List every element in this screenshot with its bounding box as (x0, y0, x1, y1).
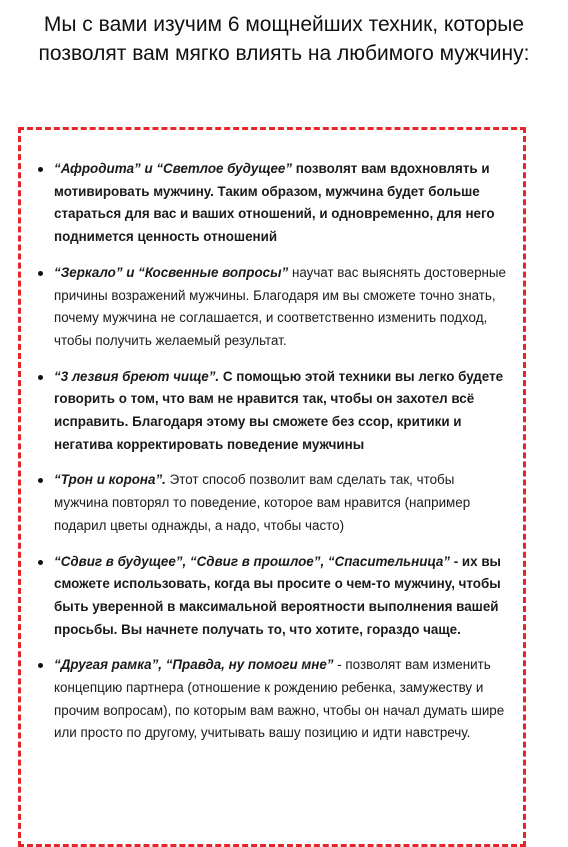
technique-item-other-frame (32, 654, 512, 745)
page-heading: Мы с вами изучим 6 мощнейших техник, которые позволят вам мягко влиять на любимого мужчину: (38, 13, 530, 65)
bullet-icon (38, 663, 43, 668)
technique-item-throne-and-crown (32, 469, 512, 537)
technique-name: “Зеркало” и “Косвенные вопросы” (54, 264, 289, 280)
technique-name: “3 лезвия бреют чище”. (54, 368, 220, 384)
technique-name: “Афродита” и “Светлое будущее” (54, 161, 293, 176)
technique-item-three-blades (32, 366, 512, 457)
bullet-icon (38, 478, 43, 483)
technique-description: научат вас выяснять достоверные причины возражений мужчины. Благодаря им вы сможете точно знать, почему мужчина не соглашается, и соответственно изменить подход, чтобы получить желаемый результат. (54, 264, 507, 348)
bullet-icon (38, 375, 43, 380)
technique-name: “Другая рамка”, “Правда, ну помоги мне” (54, 657, 334, 673)
bullet-icon (38, 271, 43, 276)
technique-list (32, 158, 512, 758)
technique-description: - позволят вам изменить концепцию партнера (отношение к рождению ребенка, замужеству и прочим вопросам), по которым вам важно, чтобы он начал думать шире или просто по другому, учитывать вашу позицию и идти навстречу. (54, 657, 505, 741)
technique-description: - их вы сможете использовать, когда вы просите о чем-то мужчину, чтобы быть уверенной в максимальной вероятности выполнения вашей просьбы. Вы начнете получать то, что хотите, гораздо чаще. (54, 553, 501, 637)
technique-item-mirror (32, 262, 512, 353)
bullet-icon (38, 167, 43, 172)
technique-item-time-shift (32, 551, 512, 642)
technique-description: Этот способ позволит вам сделать так, чтобы мужчина повторял то поведение, которое вам нравится (например подарил цветы однажды, а надо, чтобы часто) (54, 472, 471, 533)
technique-name: “Сдвиг в будущее”, “Сдвиг в прошлое”, “Спасительница” (54, 553, 451, 569)
bullet-icon (38, 560, 43, 565)
technique-description: С помощью этой техники вы легко будете говорить о том, что вам не нравится так, чтобы он захотел всё исправить. Благодаря этому вы сможете без ссор, критики и негатива корректировать поведение мужчины (54, 368, 504, 452)
technique-item-aphrodite (32, 158, 512, 249)
technique-name: “Трон и корона”. (54, 472, 166, 488)
technique-description: позволят вам вдохновлять и мотивировать мужчину. Таким образом, мужчина будет больше стараться для вас и ваших отношений, и одновременно, для него поднимется ценность отношений (54, 161, 495, 245)
